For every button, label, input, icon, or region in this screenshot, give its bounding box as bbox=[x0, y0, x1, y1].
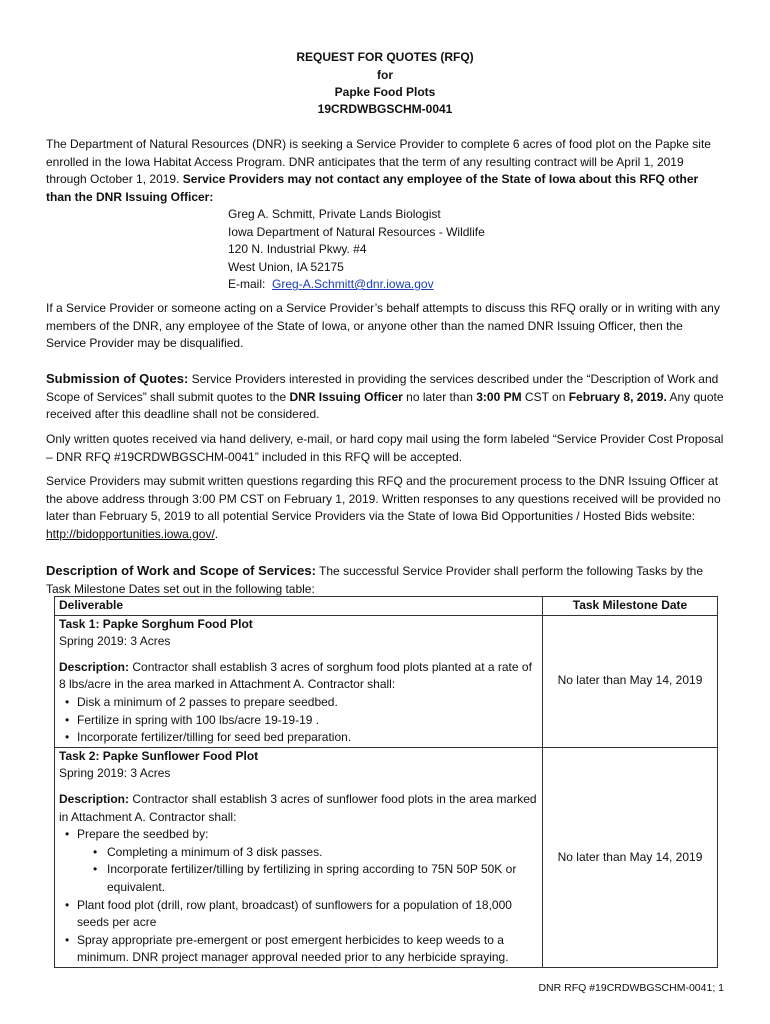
bid-opportunities-link[interactable]: http://bidopportunities.iowa.gov/ bbox=[46, 526, 215, 541]
list-item bbox=[77, 826, 538, 896]
task1-desc-text: Contractor shall establish 3 acres of sorghum food plots planted at a rate of 8 lbs/acre in the area marked in Attachment A. Contractor shall: bbox=[59, 659, 532, 692]
questions-text: Service Providers may submit written questions regarding this RFQ and the procurement process to the DNR Issuing Officer at the above address through 3:00 PM CST on February 1, 2019. Written responses to any questions received will be provided no later than February 5, 2019 to all potential Service Providers via the State of Iowa Bid Opportunities / Hosted Bids website: bbox=[46, 474, 721, 523]
list-item: • Spray appropriate pre-emergent or post emergent herbicides to keep weeds to a minimum. DNR project manager approval needed prior to any herbicide spraying. bbox=[77, 932, 538, 967]
document-title: REQUEST FOR QUOTES (RFQ) bbox=[296, 50, 474, 64]
task2-bullet-list bbox=[59, 826, 538, 967]
list-item: • Incorporate fertilizer/tilling for seed bed preparation. bbox=[77, 729, 538, 747]
submission-heading: Submission of Quotes: bbox=[46, 371, 189, 386]
description-text: The successful Service Provider shall perform the following Tasks by the Task Milestone Dates set out in the following table: bbox=[46, 564, 704, 596]
table-row bbox=[55, 747, 718, 967]
list-item: • Plant food plot (drill, row plant, broadcast) of sunflowers for a population of 18,000 seeds per acre bbox=[77, 897, 538, 932]
officer-email-line bbox=[228, 276, 485, 294]
task1-bullet-list bbox=[59, 694, 538, 747]
submission-time: 3:00 PM bbox=[476, 389, 522, 404]
written-quotes-paragraph: Only written quotes received via hand delivery, e-mail, or hard copy mail using the form labeled “Service Provider Cost Proposal – DNR RFQ #19CRDWBGSCHM-0041” included in this RFQ will be accepted. bbox=[46, 432, 724, 464]
table-row bbox=[55, 615, 718, 747]
project-name: Papke Food Plots bbox=[334, 85, 436, 99]
task2-sub-list bbox=[77, 844, 538, 897]
deliverables-table bbox=[54, 596, 718, 968]
list-item: • Incorporate fertilizer/tilling by fertilizing in spring according to 75N 50P 50K or equivalent. bbox=[107, 861, 538, 896]
list-item: • Fertilize in spring with 100 lbs/acre 19-19-19 . bbox=[77, 712, 538, 730]
task2-description bbox=[59, 791, 538, 826]
officer-street: 120 N. Industrial Pkwy. #4 bbox=[228, 242, 367, 256]
rfq-number: 19CRDWBGSCHM-0041 bbox=[317, 102, 453, 116]
questions-paragraph bbox=[46, 473, 726, 543]
title-for: for bbox=[377, 68, 393, 82]
task1-milestone-cell: No later than May 14, 2019 bbox=[543, 615, 718, 747]
list-item: • Completing a minimum of 3 disk passes. bbox=[107, 844, 538, 862]
questions-end: . bbox=[214, 526, 219, 541]
task2-prepare: Prepare the seedbed by: bbox=[77, 827, 209, 842]
task2-milestone-cell: No later than May 14, 2019 bbox=[543, 747, 718, 967]
officer-email-link[interactable]: Greg-A.Schmitt@dnr.iowa.gov bbox=[272, 277, 434, 291]
task1-title: Task 1: Papke Sorghum Food Plot bbox=[59, 616, 253, 631]
officer-org: Iowa Department of Natural Resources - Wildlife bbox=[228, 224, 485, 239]
task1-deliverable-cell bbox=[55, 615, 543, 747]
list-item: • Disk a minimum of 2 passes to prepare seedbed. bbox=[77, 694, 538, 712]
task2-title: Task 2: Papke Sunflower Food Plot bbox=[59, 748, 259, 763]
officer-city: West Union, IA 52175 bbox=[228, 259, 344, 274]
milestone-column-header: Task Milestone Date bbox=[543, 597, 718, 616]
task2-season: Spring 2019: 3 Acres bbox=[59, 766, 171, 781]
submission-date: February 8, 2019. bbox=[568, 389, 667, 404]
disqualify-paragraph: If a Service Provider or someone acting on a Service Provider’s behalf attempts to discuss this RFQ orally or in writing with any members of the DNR, any employee of the State of Iowa, or anyone other than the named DNR Issuing Officer, then the Service Provider may be disqualified. bbox=[46, 301, 720, 350]
intro-warning: Service Providers may not contact any employee of the State of Iowa about this RFQ other than the DNR Issuing Officer: bbox=[46, 172, 699, 204]
task1-description bbox=[59, 659, 538, 694]
page-footer: DNR RFQ #19CRDWBGSCHM-0041; 1 bbox=[538, 982, 724, 994]
intro-text: The Department of Natural Resources (DNR) is seeking a Service Provider to complete 6 acres of food plot on the Papke site enrolled in the Iowa Habitat Access Program. DNR anticipates that the term of any resulting contract will be April 1, 2019 through October 1, 2019. bbox=[46, 137, 711, 186]
task1-season: Spring 2019: 3 Acres bbox=[59, 634, 171, 649]
issuing-officer-address bbox=[228, 206, 485, 294]
submission-text-2: no later than bbox=[402, 389, 477, 404]
task2-desc-label: Description: bbox=[59, 791, 130, 806]
task2-desc-text: Contractor shall establish 3 acres of sunflower food plots in the area marked in Attachment A. Contractor shall: bbox=[59, 791, 537, 824]
description-paragraph bbox=[46, 562, 726, 598]
intro-paragraph bbox=[46, 136, 726, 206]
submission-text-1: Service Providers interested in providing the services described under the “Description of Work and Scope of Services” shall submit quotes to the bbox=[46, 372, 719, 404]
submission-text-3: CST on bbox=[521, 389, 569, 404]
submission-text-4: Any quote received after this deadline shall not be considered. bbox=[46, 389, 724, 421]
task2-deliverable-cell bbox=[55, 747, 543, 967]
deliverable-column-header: Deliverable bbox=[55, 597, 543, 616]
officer-name: Greg A. Schmitt, Private Lands Biologist bbox=[228, 207, 441, 221]
submission-paragraph bbox=[46, 370, 726, 424]
task1-desc-label: Description: bbox=[59, 659, 130, 674]
submission-officer: DNR Issuing Officer bbox=[289, 389, 403, 404]
description-heading: Description of Work and Scope of Services: bbox=[46, 563, 316, 578]
email-label: E-mail: bbox=[228, 277, 266, 291]
table-header-row bbox=[55, 597, 718, 616]
